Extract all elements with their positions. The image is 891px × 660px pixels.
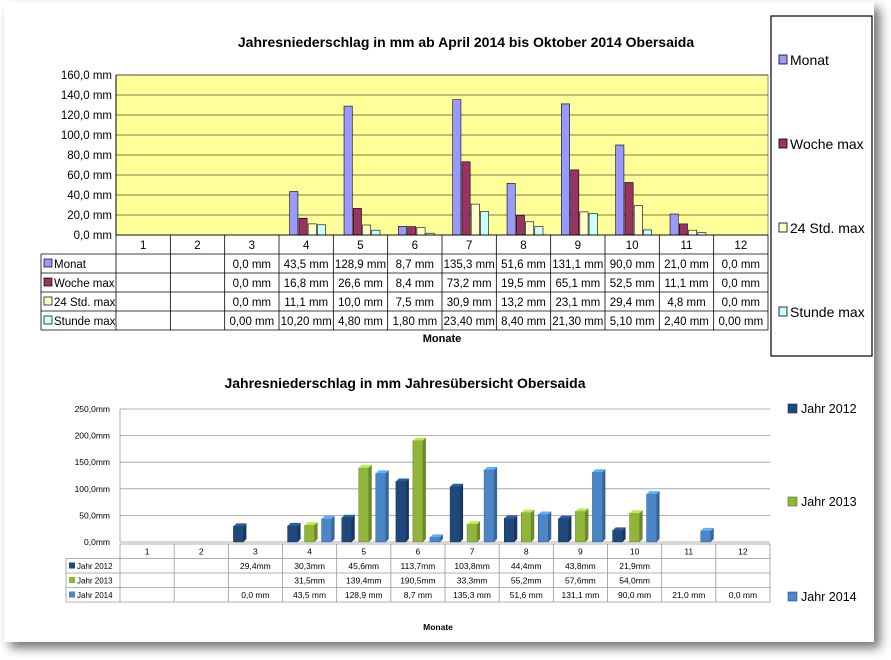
chart1-data-label: 0,00 mm [718, 316, 764, 328]
chart1-x-tick-label: 8 [520, 240, 527, 252]
chart1-data-label: 5,10 mm [609, 316, 655, 328]
chart2-bar [647, 494, 657, 542]
chart1-y-tick-label: 140,0 mm [60, 90, 112, 102]
chart1-bar [507, 183, 515, 235]
chart2-bar [396, 482, 406, 542]
chart1-data-label: 23,40 mm [443, 316, 495, 328]
chart1-data-label: 13,2 mm [501, 297, 546, 309]
chart1-bar [344, 106, 352, 235]
chart1-legend-label: Monat [790, 52, 829, 68]
chart2-title: Jahresniederschlag in mm Jahresübersicht Obersaida [224, 375, 586, 391]
chart2-bar-side [298, 523, 301, 542]
chart1-table-series-name: Woche max [54, 278, 115, 290]
chart2-data-label: 21,9mm [619, 561, 650, 571]
chart1-x-tick-label: 6 [411, 240, 419, 252]
chart2-bar-side [406, 479, 409, 542]
chart2-bar-side [352, 515, 355, 542]
chart1-table-series-name: Monat [54, 259, 86, 271]
chart2-x-tick-label: 9 [578, 546, 583, 557]
chart1-bar [308, 224, 316, 235]
chart1-bar [625, 183, 633, 236]
chart2-data-label: 8,7 mm [403, 590, 433, 600]
chart1-bar [634, 206, 642, 235]
chart1-data-label: 10,0 mm [338, 297, 383, 309]
chart1-bar [408, 227, 416, 235]
chart1-y-tick-label: 160,0 mm [60, 70, 112, 82]
chart1-data-label: 21,30 mm [552, 316, 604, 328]
chart2-bar [359, 468, 369, 542]
chart2-bar-side [477, 521, 480, 542]
chart1-data-label: 0,00 mm [229, 316, 275, 328]
chart2-table-key [69, 577, 75, 583]
chart2-data-label: 45,6mm [348, 561, 380, 571]
chart2-bar-side [369, 465, 372, 542]
chart1-y-tick-label: 100,0 mm [60, 130, 112, 142]
chart1-bar [689, 230, 697, 235]
chart1-x-axis-title: Monate [422, 333, 462, 345]
chart1-y-tick-label: 120,0 mm [60, 110, 112, 122]
chart-monthly-2014 [4, 2, 874, 362]
chart2-data-label: 135,3 mm [453, 590, 491, 600]
chart2-legend-swatch [788, 404, 797, 413]
chart1-x-tick-label: 5 [357, 240, 364, 252]
chart2-table-series-name: Jahr 2013 [77, 576, 113, 586]
chart2-bar [376, 473, 386, 542]
chart1-bar [480, 212, 488, 235]
chart2-data-label: 190,5mm [400, 575, 436, 586]
chart2-x-tick-label: 10 [629, 546, 640, 557]
chart1-bar [462, 162, 470, 235]
chart1-y-tick-label: 40,0 mm [67, 190, 112, 202]
chart2-data-label: 30,3mm [294, 561, 325, 571]
chart1-bar [372, 230, 380, 235]
chart2-bar [288, 526, 298, 542]
chart1-bar [643, 230, 651, 235]
chart2-bar [342, 518, 352, 542]
chart2-bar-side [640, 510, 643, 542]
chart1-x-tick-label: 1 [139, 240, 147, 252]
chart1-bar [417, 228, 425, 236]
chart2-legend-swatch [788, 497, 797, 506]
chart2-bar [613, 530, 623, 542]
chart2-table-series-name: Jahr 2014 [77, 591, 113, 600]
chart1-data-label: 135,3 mm [443, 259, 495, 271]
chart1-data-label: 30,9 mm [446, 297, 492, 309]
chart2-x-axis-title: Monate [423, 622, 453, 632]
chart2-x-tick-label: 12 [738, 546, 748, 557]
chart2-bar [504, 518, 514, 542]
chart2-data-label: 103,8mm [454, 561, 490, 571]
chart1-bar [290, 192, 298, 236]
chart2-data-label: 21,0 mm [672, 590, 706, 600]
chart1-legend-swatch [779, 139, 787, 148]
chart2-bar [558, 519, 568, 542]
chart2-bar [575, 511, 585, 542]
chart2-y-tick-label: 0,0mm [84, 537, 110, 547]
chart1-data-label: 21,0 mm [664, 259, 709, 271]
chart2-y-tick-label: 50,0mm [79, 510, 110, 521]
chart1-data-label: 0,0 mm [721, 278, 761, 290]
chart2-bar-side [460, 484, 463, 542]
chart2-bar-side [531, 510, 534, 542]
chart2-legend-label: Jahr 2013 [801, 495, 857, 509]
chart2-bar [322, 519, 332, 542]
chart2-x-tick-label: 5 [361, 546, 367, 557]
chart2-bar [484, 470, 494, 542]
chart1-bar [679, 224, 687, 235]
chart2-x-tick-label: 6 [415, 546, 421, 557]
chart1-data-label: 131,1 mm [552, 259, 604, 271]
chart1-data-label: 8,40 mm [501, 316, 546, 328]
chart2-table-key [69, 563, 75, 569]
chart1-bar [580, 212, 588, 235]
chart2-data-label: 43,8mm [565, 561, 596, 571]
chart2-bar [701, 531, 711, 542]
chart-yearly-overview [4, 362, 874, 642]
chart1-data-label: 65,1 mm [555, 278, 601, 290]
chart1-data-label: 128,9 mm [334, 259, 387, 271]
chart1-data-label: 0,0 mm [721, 297, 761, 309]
chart2-x-tick-label: 1 [144, 546, 150, 557]
chart1-data-label: 2,40 mm [664, 316, 709, 328]
chart2-bar-side [423, 438, 426, 542]
chart2-y-tick-label: 100,0mm [74, 483, 110, 494]
chart2-x-tick-label: 4 [307, 546, 312, 557]
chart1-data-label: 4,8 mm [667, 297, 706, 309]
chart1-legend-swatch [779, 55, 787, 64]
chart2-data-label: 128,9 mm [344, 590, 383, 600]
chart1-data-label: 11,1 mm [664, 278, 709, 290]
chart2-y-tick-label: 150,0mm [74, 457, 110, 468]
chart1-data-label: 0,0 mm [232, 297, 272, 309]
chart2-table-key [69, 592, 75, 598]
chart1-data-label: 23,1 mm [555, 297, 601, 309]
chart1-data-label: 0,0 mm [232, 278, 272, 290]
chart2-data-label: 0,0 mm [241, 590, 270, 600]
chart2-x-tick-label: 8 [523, 546, 529, 557]
chart1-x-tick-label: 11 [680, 240, 693, 252]
chart2-x-tick-label: 2 [198, 546, 204, 557]
chart2-bar-side [568, 516, 571, 542]
chart1-x-tick-label: 4 [302, 240, 310, 252]
chart1-data-label: 26,6 mm [338, 278, 383, 290]
chart1-data-label: 8,7 mm [395, 259, 435, 271]
chart1-y-tick-label: 60,0 mm [67, 170, 112, 182]
chart2-bar-side [514, 515, 517, 542]
chart2-bar-side [332, 516, 335, 542]
chart2-data-label: 31,5mm [294, 575, 325, 586]
chart2-data-label: 139,4mm [346, 575, 382, 586]
chart2-bar-side [243, 523, 246, 542]
chart1-table-key [44, 259, 52, 267]
chart2-bar [413, 441, 423, 542]
chart1-y-tick-label: 0,0 mm [73, 230, 112, 242]
chart1-bar [453, 100, 461, 235]
chart1-bar [535, 227, 543, 235]
chart1-data-label: 16,8 mm [283, 278, 329, 290]
chart2-data-label: 90,0 mm [618, 590, 652, 600]
chart2-bar-side [315, 522, 318, 542]
chart1-bar [317, 225, 325, 235]
chart1-data-label: 11,1 mm [284, 297, 329, 309]
chart2-bar [430, 537, 440, 542]
chart2-bar [233, 526, 243, 542]
chart1-legend-swatch [779, 307, 787, 316]
chart2-bar-side [657, 491, 660, 542]
chart2-bar [630, 513, 640, 542]
chart2-data-label: 54,0mm [619, 575, 650, 586]
chart1-legend-swatch [779, 223, 787, 232]
chart1-x-tick-label: 7 [465, 240, 473, 252]
chart1-x-tick-label: 9 [574, 240, 582, 252]
chart1-data-label: 7,5 mm [395, 297, 435, 309]
chart1-data-label: 0,0 mm [232, 259, 272, 271]
chart2-data-label: 44,4mm [510, 561, 542, 571]
chart2-y-tick-label: 200,0mm [74, 430, 110, 441]
chart2-bar [538, 515, 548, 542]
chart2-bar-side [386, 470, 389, 542]
chart1-bar [589, 214, 597, 235]
chart1-x-tick-label: 3 [248, 240, 256, 252]
chart2-bar-side [602, 469, 605, 542]
chart2-bar-side [585, 508, 588, 542]
chart2-bar [467, 524, 477, 542]
chart1-table-key [44, 278, 52, 286]
chart1-data-label: 1,80 mm [392, 316, 438, 328]
chart1-legend-label: Stunde max [790, 304, 865, 320]
chart2-data-label: 0,0 mm [728, 590, 758, 600]
chart2-data-label: 55,2mm [510, 575, 542, 586]
chart1-legend-label: Woche max [790, 136, 864, 152]
chart2-bar [521, 513, 531, 542]
chart1-table-series-name: Stunde max [54, 316, 116, 328]
chart2-bar [450, 487, 460, 542]
chart1-data-label: 0,0 mm [721, 259, 761, 271]
chart2-bar-side [548, 512, 551, 542]
chart2-bar-side [494, 467, 497, 542]
chart2-data-label: 43,5 mm [293, 590, 327, 600]
chart1-data-label: 43,5 mm [283, 259, 329, 271]
chart1-bar [471, 204, 479, 235]
chart1-table-series-name: 24 Std. max [54, 297, 116, 309]
chart1-x-tick-label: 12 [734, 240, 748, 252]
chart2-data-label: 29,4mm [240, 561, 271, 571]
chart1-bar [571, 170, 579, 235]
chart1-data-label: 90,0 mm [609, 259, 655, 271]
chart1-x-tick-label: 2 [194, 240, 201, 252]
chart1-legend-label: 24 Std. max [790, 220, 865, 236]
chart1-data-label: 10,20 mm [280, 316, 332, 328]
chart1-bar [670, 214, 678, 235]
chart2-data-label: 131,1 mm [561, 590, 600, 600]
chart1-bar [526, 222, 534, 235]
chart1-table-key [44, 297, 52, 305]
chart2-x-tick-label: 7 [469, 546, 475, 557]
chart1-data-label: 51,6 mm [501, 259, 546, 271]
chart2-x-tick-label: 3 [253, 546, 258, 557]
chart1-data-label: 19,5 mm [501, 278, 546, 290]
chart1-bar [561, 104, 569, 235]
chart1-bar [516, 216, 524, 236]
chart1-data-label: 4,80 mm [338, 316, 383, 328]
chart2-data-label: 57,6mm [565, 575, 596, 586]
chart2-data-label: 51,6 mm [509, 590, 543, 600]
chart1-data-label: 8,4 mm [395, 278, 435, 290]
chart1-table-key [44, 316, 52, 324]
chart2-bar [592, 472, 602, 542]
chart1-data-label: 52,5 mm [609, 278, 655, 290]
chart2-data-label: 33,3mm [456, 575, 488, 586]
chart-sheet [4, 2, 874, 642]
chart2-table-series-name: Jahr 2012 [77, 562, 113, 571]
chart1-data-label: 29,4 mm [609, 297, 655, 309]
chart2-legend-swatch [788, 592, 797, 601]
chart2-legend-label: Jahr 2014 [801, 590, 857, 604]
chart1-y-tick-label: 80,0 mm [67, 150, 112, 162]
chart2-data-label: 113,7mm [400, 561, 436, 571]
chart1-bar [616, 145, 624, 235]
chart1-title: Jahresniederschlag in mm ab April 2014 bis Oktober 2014 Obersaida [237, 34, 695, 50]
chart1-y-tick-label: 20,0 mm [67, 210, 112, 222]
chart2-legend-label: Jahr 2012 [801, 402, 857, 416]
chart1-x-tick-label: 10 [625, 240, 639, 252]
chart1-data-label: 73,2 mm [446, 278, 492, 290]
chart2-x-tick-label: 11 [684, 546, 694, 557]
chart2-bar [305, 525, 315, 542]
chart2-y-tick-label: 250,0mm [74, 404, 110, 414]
chart1-bar [353, 208, 361, 235]
chart1-bar [299, 218, 307, 235]
chart1-bar [398, 226, 406, 235]
chart1-bar [363, 225, 371, 235]
